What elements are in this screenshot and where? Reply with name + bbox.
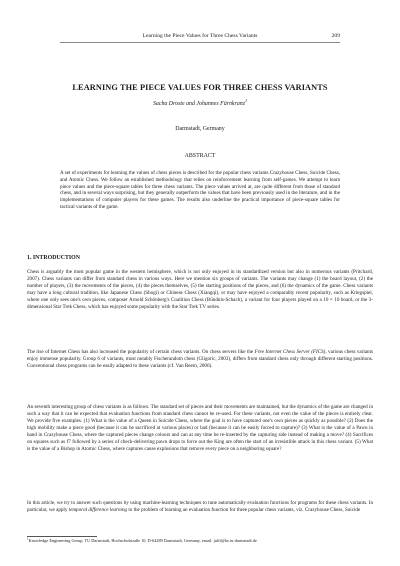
footnote-mark: 1: [27, 536, 29, 541]
paragraph-text: The rise of Internet Chess has also increased the popularity of certain chess variants. On chess servers like the: [27, 349, 255, 355]
footnote-text: Knowledge Engineering Group, TU Darmstadt, Hochschulstraße 10, D-64289 Darmstadt, Germany, email: juffi@ke.tu-darmstadt.de: [28, 538, 257, 543]
paper-authors: [40, 98, 360, 107]
page-number: 209: [331, 33, 340, 39]
body-paragraph-3: An seventh interesting group of chess variants is as follows. The standard set of pieces and their movements are maintained, but the dynamics of the game are changed in such a way that it can be expected that evaluation functions from standard chess cannot be re-used. For these variants, not even the value of the pieces is entirely clear. We provide five examples. (1) What is the value of a Queen in Suicide Chess, where the goal is to have captured one's own pieces as quickly as possible? (2) Does the high mobility make a piece good (because it can be sacrificed at various places) or bad (because it can be easily forced to capture)? (3) What is the value of a Pawn in hand in Crazyhouse Chess, where the captured pieces change colours and can at any time be re-inserted by the capturing side instead of making a move? (4) Sacrifices on squares such as f7 followed by a series of check-delivering pawn drops to force out the King are often the start of an irresistible attack in this chess variant. (5) What is the value of a Bishop in Atomic Chess, where captures cause explosions that remove every piece on a neighboring square?: [27, 404, 373, 452]
footnote-rule: [27, 536, 97, 537]
running-header: [60, 33, 340, 41]
body-paragraph-1: Chess is arguably the most popular game in the western hemisphere, which is not only enjoyed in its standardized version but also in numerous variants (Pritchard, 2007). Chess variants can differ from standard chess in various ways. Here we mention six groups of variants. The variants may change (1) the board layout, (2) the number of players, (3) the movements of the pieces, (4) the pieces themselves, (5) the starting positions of the pieces, and (6) the dynamics of the game. Chess variants may have a long cultural tradition, like Japanese Chess (Shogi) or Chinese Chess (Xiangqi), or may have enjoyed a comparably recent popularity, such as Kriegspiel, where one only sees one's own pieces, composer Arnold Schönberg's Coalition Chess (Bündnis-Schach), a variant for four players played on a 10 × 10 board, or the 3-dimensional Star Trek Chess, which has enjoyed some popularity with the Star Trek TV series.: [27, 269, 373, 310]
author-footnote-mark: 1: [245, 98, 248, 104]
section-heading: 1. INTRODUCTION: [27, 255, 81, 261]
author-names: Sacha Droste and Johannes Fürnkranz: [152, 101, 245, 107]
emphasis-text: temporal difference learning: [68, 506, 128, 513]
paragraph-text: , various chess variants enjoy immense popularity. Group 6 of variants, most notably Fischerandom chess (Gligoric, 2003), differs from standard chess only through different starting positions. Conventional chess programs can be easily adapted to these variants (cf. Van Reem, 2006).: [27, 349, 373, 369]
emphasis-text: Free Internet Chess Server (FICS): [254, 349, 326, 355]
footnote: [27, 538, 373, 544]
body-paragraph-4: [27, 500, 373, 514]
paragraph-text: In this article, we try to answer such questions by using machine-learning techniques to tune automatically evaluation functions for programs for these chess variants. In particular, we apply: [27, 500, 373, 513]
running-title: Learning the Piece Values for Three Chess Variants: [142, 33, 258, 39]
abstract-heading: ABSTRACT: [184, 153, 216, 159]
paper-title: LEARNING THE PIECE VALUES FOR THREE CHESS VARIANTS: [72, 83, 328, 92]
affiliation: Darmstadt, Germany: [175, 126, 225, 132]
header-rule: [60, 42, 340, 43]
body-paragraph-2: [27, 349, 373, 370]
abstract-text: A set of experiments for learning the values of chess pieces is described for the popular chess variants Crazyhouse Chess, Suicide Chess, and Atomic Chess. We follow an established methodology that relies on reinforcement learning from self-games. We attempt to learn piece values and the piece-square tables for three chess variants. The piece values arrived at, are quite different from those of standard chess, and in several ways surprising, but they generally outperform the values that have been previously used in the literature, and in the implementations of computer players for these games. The results also underline the practical importance of piece-square tables for tactical variants of the game.: [60, 170, 340, 210]
paragraph-text: to the problem of learning an evaluation function for three popular chess variants, viz. Crazyhouse Chess, Suicide: [127, 506, 361, 513]
